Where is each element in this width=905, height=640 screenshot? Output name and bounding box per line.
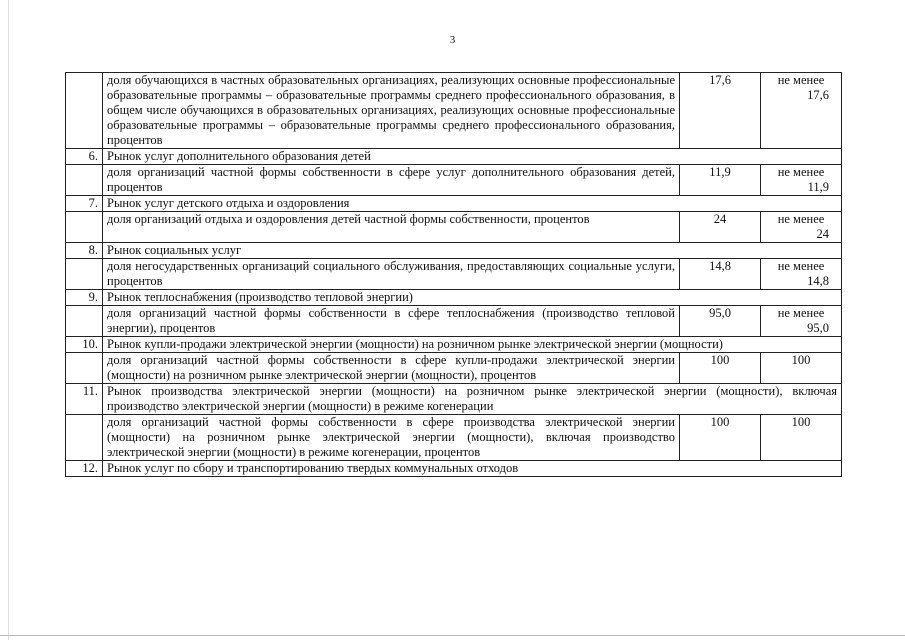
indicator-value: 24 [680,212,761,243]
section-row [66,290,842,306]
target-line-1: 100 [791,353,811,367]
section-number: 9. [66,290,103,306]
indicator-target [761,353,842,384]
empty-number-cell [66,212,103,243]
indicator-text: доля негосударственных организаций социального обслуживания, предоставляющих социальные услуги, процентов [103,259,680,290]
target-line-2: 95,0 [807,321,829,335]
indicators-table-body [66,73,842,477]
indicator-target [761,259,842,290]
section-number: 11. [66,384,103,415]
indicator-text: доля организаций частной формы собственности в сфере услуг дополнительного образования детей, процентов [103,165,680,196]
indicator-value: 11,9 [680,165,761,196]
empty-number-cell [66,73,103,149]
section-row [66,196,842,212]
section-number: 12. [66,461,103,477]
indicator-target [761,212,842,243]
section-title: Рынок социальных услуг [103,243,842,259]
indicator-text: доля организаций частной формы собственности в сфере купли-продажи электрической энергии (мощности) на розничном рынке электрической энергии (мощности), процентов [103,353,680,384]
empty-number-cell [66,353,103,384]
indicator-row [66,306,842,337]
section-title: Рынок услуг детского отдыха и оздоровления [103,196,842,212]
page-number: 3 [449,34,456,46]
indicator-value: 100 [680,415,761,461]
target-line-1: не менее [777,306,825,320]
indicator-row [66,415,842,461]
target-line-1: 100 [791,415,811,429]
section-number: 10. [66,337,103,353]
section-title: Рынок производства электрической энергии (мощности) на розничном рынке электрической энергии (мощности), включая производство электрической энергии (мощности) в режиме когенерации [103,384,842,415]
indicator-value: 14,8 [680,259,761,290]
target-line-1: не менее [777,212,825,226]
empty-number-cell [66,306,103,337]
section-number: 6. [66,149,103,165]
indicator-row [66,212,842,243]
section-number: 8. [66,243,103,259]
indicator-row [66,353,842,384]
section-row [66,337,842,353]
indicator-value: 95,0 [680,306,761,337]
target-line-1: не менее [777,259,825,273]
indicators-table [65,72,842,477]
indicator-target [761,306,842,337]
section-row [66,149,842,165]
section-row [66,243,842,259]
target-line-1: не менее [777,165,825,179]
target-line-2: 11,9 [807,180,829,194]
target-line-2: 24 [816,227,829,241]
indicator-target [761,73,842,149]
indicator-text: доля обучающихся в частных образовательных организациях, реализующих основные профессиональные образовательные программы – образовательные программы среднего профессионального образования, в общем числе обучающихся в образовательных организациях, реализующих основные профессиональные образовательные программы – образовательные программы среднего профессионального образования, процентов [103,73,680,149]
section-title: Рынок услуг дополнительного образования детей [103,149,842,165]
indicator-row [66,73,842,149]
indicator-text: доля организаций частной формы собственности в сфере теплоснабжения (производство тепловой энергии), процентов [103,306,680,337]
section-title: Рынок теплоснабжения (производство тепловой энергии) [103,290,842,306]
indicator-target [761,415,842,461]
indicator-row [66,165,842,196]
section-title: Рынок купли-продажи электрической энергии (мощности) на розничном рынке электрической энергии (мощности) [103,337,842,353]
target-line-1: не менее [777,73,825,87]
empty-number-cell [66,415,103,461]
indicator-row [66,259,842,290]
section-row [66,384,842,415]
indicator-value: 100 [680,353,761,384]
indicator-text: доля организаций отдыха и оздоровления детей частной формы собственности, процентов [103,212,680,243]
indicator-value: 17,6 [680,73,761,149]
indicator-text: доля организаций частной формы собственности в сфере производства электрической энергии (мощности) на розничном рынке электрической энергии (мощности), включая производство электрической энергии (мощности) в режиме когенерации, процентов [103,415,680,461]
empty-number-cell [66,165,103,196]
section-row [66,461,842,477]
scan-left-edge [8,0,9,640]
target-line-2: 17,6 [807,88,829,102]
section-number: 7. [66,196,103,212]
indicator-target [761,165,842,196]
empty-number-cell [66,259,103,290]
target-line-2: 14,8 [807,274,829,288]
section-title: Рынок услуг по сбору и транспортированию твердых коммунальных отходов [103,461,842,477]
scan-bottom-edge [0,635,905,636]
